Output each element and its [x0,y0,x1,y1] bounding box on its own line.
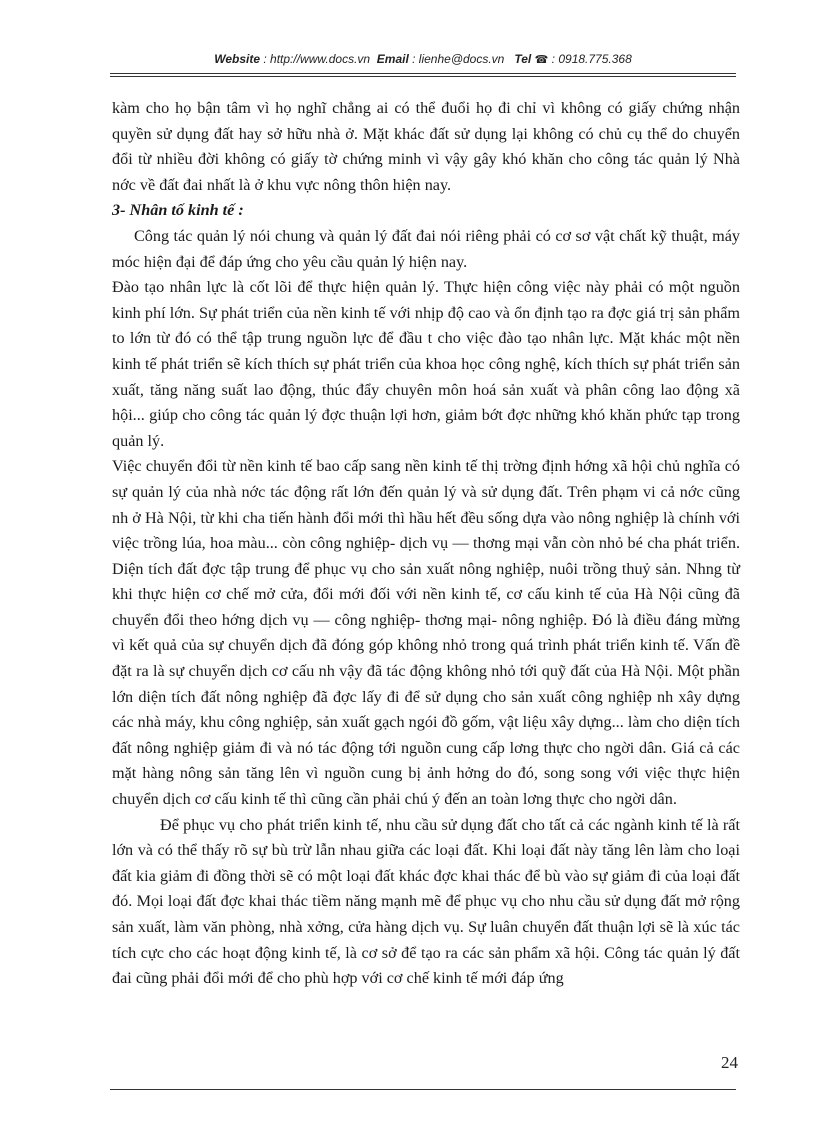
paragraph-4: Việc chuyển đổi từ nền kinh tế bao cấp sang nền kinh tế thị trờng định hớng xã hội chủ nghĩa có sự quản lý của nhà nớc tác động rất lớn đến quản lý và sử dụng đất. Trên phạm vi cả nớc cũng nh ở Hà Nội, từ khi cha tiến hành đổi mới thì hầu hết đều sống dựa vào nông nghiệp là chính với việc trồng lúa, hoa màu... còn công nghiệp- dịch vụ — thơng mại vẫn còn nhỏ bé cha phát triển. Diện tích đất đợc tập trung để phục vụ cho sản xuất nông nghiệp, nuôi trồng thuỷ sản. Nhng từ khi thực hiện cơ chế mở cửa, đổi mới đối với nền kinh tế, cơ cấu kinh tế của Hà Nội cũng đã chuyển đổi theo hớng dịch vụ — công nghiệp- thơng mại- nông nghiệp. Đó là điều đáng mừng vì kết quả của sự chuyển dịch đã đóng góp không nhỏ trong quá trình phát triển kinh tế. Vấn đề đặt ra là sự chuyển dịch cơ cấu nh vậy đã tác động không nhỏ tới quỹ đất của Hà Nội. Một phần lớn diện tích đất nông nghiệp đã đợc lấy đi để sử dụng cho sản xuất công nghiệp nh xây dựng các nhà máy, khu công nghiệp, sản xuất gạch ngói đồ gốm, vật liệu xây dựng... làm cho diện tích đất nông nghiệp giảm đi và nó tác động tới nguồn cung cấp lơng thực cho ngời dân. Giá cả các mặt hàng nông sản tăng lên vì nguồn cung bị ảnh hởng do đó, song song với việc thực hiện chuyển dịch cơ cấu kinh tế thì cũng cần phải chú ý đến an toàn lơng thực cho ngời dân. [112,457,740,809]
paragraph-5: Để phục vụ cho phát triển kinh tế, nhu cầu sử dụng đất cho tất cả các ngành kinh tế là rất lớn và có thể thấy rõ sự bù trừ lẫn nhau giữa các loại đất. Khi loại đất này tăng lên làm cho loại đất kia giảm đi đồng thời sẽ có một loại đất khác đợc khai thác để bù vào sự giảm đi của loại đất đó. Mọi loại đất đợc khai thác tiềm năng mạnh mẽ để phục vụ cho nhu cầu sử dụng đất mở rộng sản xuất, làm văn phòng, nhà xởng, cửa hàng dịch vụ. Sự luân chuyển đất thuận lợi sẽ là xúc tác tích cực cho các hoạt động kinh tế, là cơ sở để tạo ra các sản phẩm xã hội. Công tác quản lý đất đai cũng phải đổi mới để cho phù hợp với cơ chế kinh tế mới đáp ứng [112,815,740,988]
paragraph-3: Đào tạo nhân lực là cốt lõi để thực hiện quản lý. Thực hiện công việc này phải có một nguồn kinh phí lớn. Sự phát triển của nền kinh tế với nhịp độ cao và ổn định tạo ra đợc giá trị sản phẩm to lớn từ đó có thể tập trung nguồn lực để đầu t cho việc đào tạo nhân lực. Mặt khác một nền kinh tế phát triển sẽ kích thích sự phát triển của khoa học công nghệ, kích thích sự phát triển sản xuất, tăng năng suất lao động, thúc đẩy chuyên môn hoá sản xuất và phân công lao động xã hội... giúp cho công tác quản lý đợc thuận lợi hơn, giảm bớt đợc những khó khăn phức tạp trong quản lý. [112,278,740,450]
email-label: Email [376,52,409,66]
website-url: : http://www.docs.vn [263,52,371,66]
page-number: 24 [721,1053,738,1072]
phone-icon: ☎ [534,54,549,66]
section-heading: 3- Nhân tố kinh tế : [112,201,244,220]
paragraph-2: Công tác quản lý nói chung và quản lý đất đai nói riêng phải có cơ sơ vật chất kỹ thuật, máy móc hiện đại để đáp ứng cho yêu cầu quản lý hiện nay. [112,226,740,271]
header-rule-lower [110,76,736,77]
header-rule-upper [110,73,736,74]
page-header [110,52,736,66]
email-address: : lienhe@docs.vn [412,52,505,66]
website-label: Website [214,52,261,66]
tel-label: Tel [514,52,532,66]
footer-rule [110,1089,736,1090]
paragraph-1: kàm cho họ bận tâm vì họ nghĩ chẳng ai có thể đuổi họ đi chỉ vì không có giấy chứng nhận quyền sử dụng đất hay sở hữu nhà ở. Mặt khác đất sử dụng lại không có chủ cụ thể do chuyển đổi từ nhiều đời không có giấy tờ chứng minh vì vậy gây khó khăn cho công tác quản lý Nhà nớc về đất đai nhất là ở khu vực nông thôn hiện nay. [112,99,740,194]
tel-number: : 0918.775.368 [551,52,632,66]
page-body [112,96,740,992]
